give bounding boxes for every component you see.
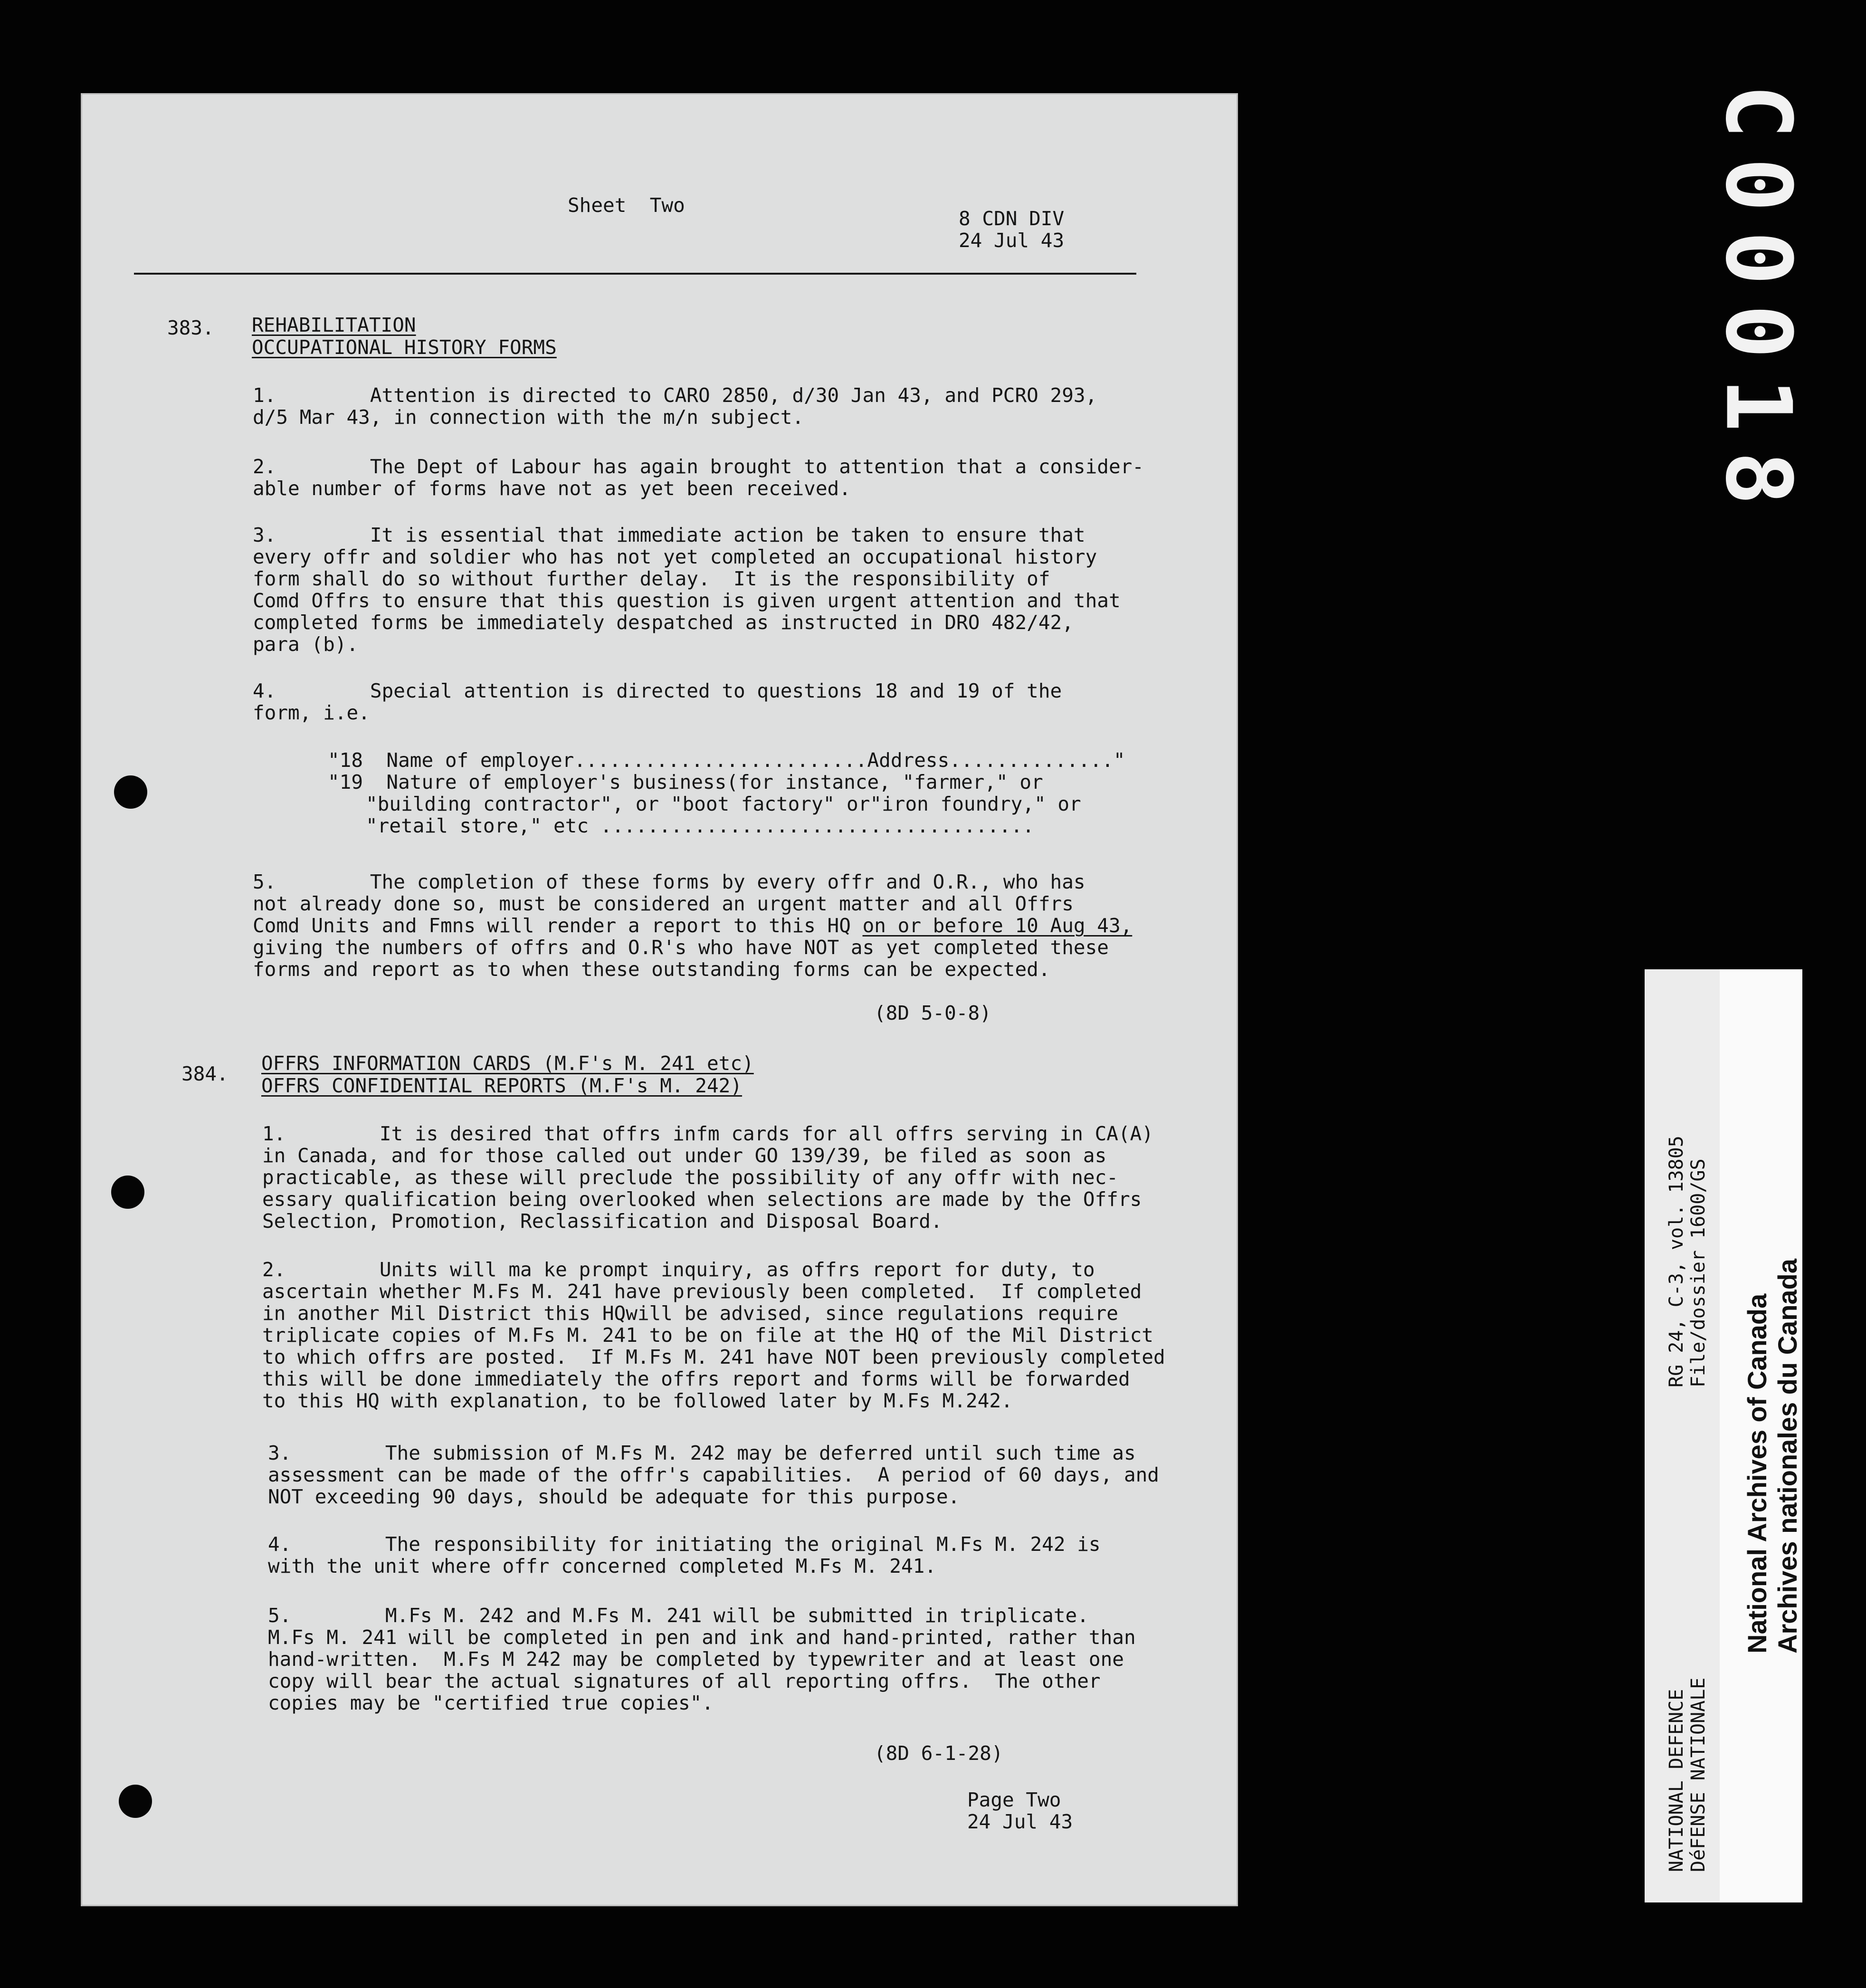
archive-ref-line2: File/dossier 1600/GS: [1687, 1158, 1709, 1387]
para-383-2b: able number of forms have not as yet been received.: [253, 477, 851, 500]
para-383-5d: giving the numbers of offrs and O.R's who have NOT as yet completed these: [253, 936, 1109, 959]
division-label: 8 CDN DIV: [959, 207, 1065, 230]
report-deadline: on or before 10 Aug 43,: [862, 914, 1133, 937]
para-384-3a: 3. The submission of M.Fs M. 242 may be deferred until such time as: [268, 1442, 1136, 1464]
dept-line1: NATIONAL DEFENCE: [1666, 1689, 1687, 1872]
para-384-2b: ascertain whether M.Fs M. 241 have previously been completed. If completed: [262, 1280, 1142, 1303]
para-383-3e: completed forms be immediately despatched as instructed in DRO 482/42,: [253, 611, 1074, 634]
para-383-5a: 5. The completion of these forms by every offr and O.R., who has: [253, 870, 1085, 893]
para-383-3b: every offr and soldier who has not yet completed an occupational history: [253, 545, 1097, 568]
document-page: [81, 93, 1238, 1906]
para-383-3a: 3. It is essential that immediate action be taken to ensure that: [253, 524, 1085, 546]
question-19c: "retail store," etc .....................................: [366, 814, 1034, 837]
section-subtitle-384: OFFRS CONFIDENTIAL REPORTS (M.F's M. 242): [261, 1074, 743, 1097]
para-384-2g: to this HQ with explanation, to be followed later by M.Fs M.242.: [262, 1389, 1013, 1412]
file-ref-384: (8D 6-1-28): [874, 1742, 1003, 1765]
para-384-1b: in Canada, and for those called out under GO 139/39, be filed as soon as: [262, 1144, 1107, 1167]
sheet-label: Sheet Two: [568, 194, 685, 217]
para-384-4a: 4. The responsibility for initiating the original M.Fs M. 242 is: [268, 1533, 1101, 1556]
section-number-384: 384.: [181, 1062, 228, 1085]
header-divider: [134, 273, 1136, 275]
file-ref-383: (8D 5-0-8): [874, 1002, 991, 1024]
archive-ref-line1: RG 24, C-3, vol. 13805: [1666, 1136, 1687, 1387]
para-384-1a: 1. It is desired that offrs infm cards for all offrs serving in CA(A): [262, 1122, 1153, 1145]
para-384-5a: 5. M.Fs M. 242 and M.Fs M. 241 will be submitted in triplicate.: [268, 1604, 1089, 1627]
para-384-5e: copies may be "certified true copies".: [268, 1692, 714, 1714]
para-383-5c: [253, 914, 1132, 937]
para-384-4b: with the unit where offr concerned completed M.Fs M. 241.: [268, 1555, 936, 1577]
question-19b: "building contractor", or "boot factory" or"iron foundry," or: [366, 793, 1081, 815]
para-384-2d: triplicate copies of M.Fs M. 241 to be on file at the HQ of the Mil District: [262, 1324, 1153, 1347]
para-384-2e: to which offrs are posted. If M.Fs M. 241 have NOT been previously completed: [262, 1346, 1165, 1368]
para-383-5c-text: Comd Units and Fmns will render a report to this HQ: [253, 914, 863, 937]
section-title-384: OFFRS INFORMATION CARDS (M.F's M. 241 etc): [261, 1052, 754, 1075]
footer-date: 24 Jul 43: [967, 1810, 1073, 1833]
para-384-1e: Selection, Promotion, Reclassification and Disposal Board.: [262, 1210, 943, 1233]
question-19a: "19 Nature of employer's business(for instance, "farmer," or: [328, 771, 1043, 793]
para-384-5b: M.Fs M. 241 will be completed in pen and ink and hand-printed, rather than: [268, 1626, 1136, 1649]
punch-hole: [119, 1785, 152, 1818]
para-383-5e: forms and report as to when these outstanding forms can be expected.: [253, 958, 1050, 981]
question-18: "18 Name of employer.........................Address..............": [328, 749, 1125, 772]
punch-hole: [114, 775, 147, 809]
section-number-383: 383.: [167, 316, 214, 339]
archives-fr: Archives nationales du Canada: [1772, 1259, 1802, 1653]
para-383-2a: 2. The Dept of Labour has again brought to attention that a consider-: [253, 455, 1144, 478]
dept-line2: DéFENSE NATIONALE: [1687, 1677, 1709, 1872]
para-384-1d: essary qualification being overlooked when selections are made by the Offrs: [262, 1188, 1142, 1211]
archives-en: National Archives of Canada: [1742, 1293, 1772, 1653]
para-384-5c: hand-written. M.Fs M 242 may be completed by typewriter and at least one: [268, 1648, 1124, 1671]
para-384-2f: this will be done immediately the offrs report and forms will be forwarded: [262, 1367, 1130, 1390]
footer-page: Page Two: [967, 1788, 1061, 1811]
para-384-5d: copy will bear the actual signatures of all reporting offrs. The other: [268, 1670, 1101, 1692]
frame-number: [1704, 19, 1813, 589]
para-383-4b: form, i.e.: [253, 701, 370, 724]
section-subtitle-383: OCCUPATIONAL HISTORY FORMS: [252, 336, 557, 359]
para-384-2a: 2. Units will ma ke prompt inquiry, as offrs report for duty, to: [262, 1258, 1095, 1281]
para-384-3c: NOT exceeding 90 days, should be adequate for this purpose.: [268, 1485, 960, 1508]
para-383-3f: para (b).: [253, 633, 359, 656]
punch-hole: [111, 1176, 144, 1209]
para-383-5b: not already done so, must be considered an urgent matter and all Offrs: [253, 892, 1074, 915]
para-384-3b: assessment can be made of the offr's capabilities. A period of 60 days, and: [268, 1463, 1159, 1486]
header-date: 24 Jul 43: [959, 229, 1065, 252]
para-384-1c: practicable, as these will preclude the possibility of any offr with nec-: [262, 1166, 1118, 1189]
section-title-383: REHABILITATION: [252, 314, 416, 336]
para-383-1a: 1. Attention is directed to CARO 2850, d/30 Jan 43, and PCRO 293,: [253, 384, 1097, 407]
para-383-4a: 4. Special attention is directed to questions 18 and 19 of the: [253, 679, 1062, 702]
para-383-3c: form shall do so without further delay. It is the responsibility of: [253, 567, 1050, 590]
frame-number-text: C00018: [1705, 84, 1811, 525]
para-384-2c: in another Mil District this HQwill be advised, since regulations require: [262, 1302, 1118, 1325]
para-383-1b: d/5 Mar 43, in connection with the m/n subject.: [253, 406, 804, 429]
para-383-3d: Comd Offrs to ensure that this question is given urgent attention and that: [253, 589, 1121, 612]
